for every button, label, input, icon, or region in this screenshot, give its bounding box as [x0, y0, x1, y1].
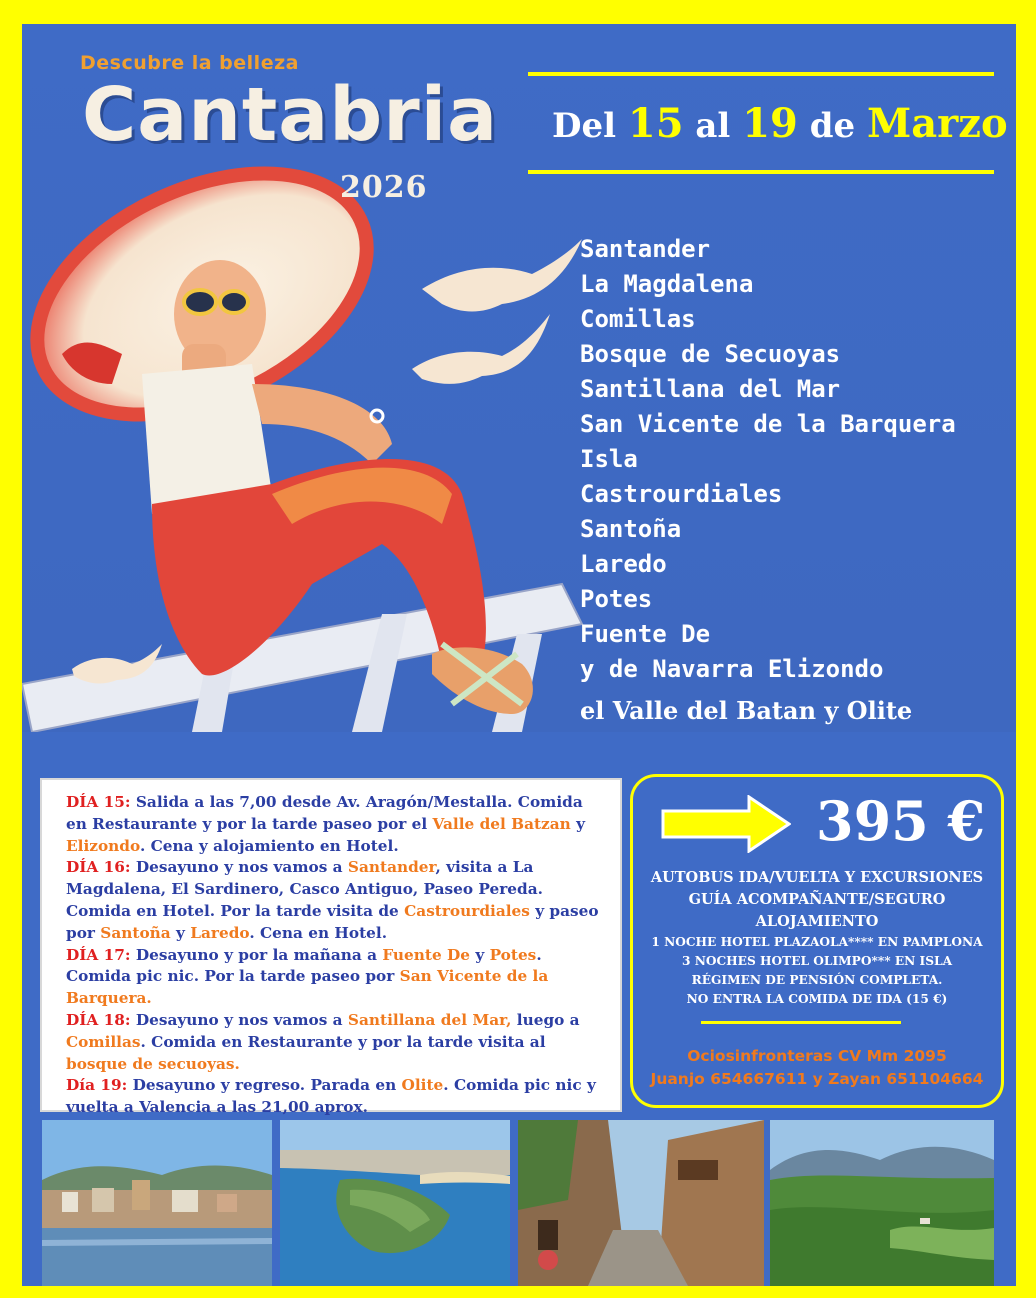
place-highlight: Laredo [190, 923, 250, 942]
destination-item: Fuente De [580, 620, 711, 648]
place-highlight: Santoña [100, 923, 171, 942]
detail-item: NO ENTRA LA COMIDA DE IDA (15 €) [686, 992, 948, 1006]
day-text: Salida a las 7,00 desde Av. Aragón/Mestalla. Comida en Restaurante y por la tarde paseo por el [66, 793, 583, 833]
detail-item: 1 NOCHE HOTEL PLAZAOLA**** EN PAMPLONA [651, 935, 983, 949]
destination-item: Potes [580, 585, 653, 613]
destination-item-last: el Valle del Batan y Olite [580, 696, 913, 725]
itinerary-day-16 [66, 857, 606, 944]
day-text: . Comida en Restaurante y por la tarde visita al [140, 1032, 546, 1051]
price-amount: 395 € [816, 789, 986, 853]
itinerary-day-19 [66, 1075, 606, 1119]
day-text: Desayuno y nos vamos a [130, 858, 348, 877]
destination-item: Santoña [580, 515, 682, 543]
detail-item: 3 NOCHES HOTEL OLIMPO*** EN ISLA [681, 954, 953, 968]
destinations-list [580, 232, 956, 687]
day-text: Desayuno y por la mañana a [130, 945, 383, 964]
place-highlight: Elizondo [66, 836, 140, 855]
year: 2026 [340, 170, 428, 205]
dates-end: 19 [742, 100, 798, 147]
photo-green-valley [770, 1120, 994, 1286]
destination-item: Santillana del Mar [580, 375, 841, 403]
dates-al: al [695, 106, 731, 146]
contact-info [633, 1045, 1001, 1091]
photo-peninsula [280, 1120, 510, 1286]
destination-item: y de Navarra Elizondo [580, 655, 884, 683]
contact-agency: Ociosinfronteras CV Mm 2095 [687, 1047, 947, 1065]
destination-item: Santander [580, 235, 711, 263]
place-highlight: Comillas [66, 1032, 141, 1051]
day-label: DÍA 16: [66, 858, 131, 877]
destination-item: La Magdalena [580, 270, 754, 298]
day-text: y [470, 945, 490, 964]
day-text: Desayuno y nos vamos a [130, 1010, 348, 1029]
place-highlight: Santander [347, 858, 436, 877]
place-highlight: San Vicente de la Barquera. [66, 967, 549, 1008]
photo-village-street [518, 1120, 764, 1286]
divider-top [528, 72, 994, 76]
day-text: , visita a La Magdalena, El Sardinero, Casco Antiguo, Paseo Pereda. Comida en Hotel. Por la tarde visita de [66, 858, 543, 920]
destination-item: Comillas [580, 305, 696, 333]
place-highlight: Olite [401, 1076, 444, 1095]
include-item: AUTOBUS IDA/VUELTA Y EXCURSIONES [650, 869, 984, 886]
dates-month: Marzo [866, 100, 1008, 147]
detail-item: RÉGIMEN DE PENSIÓN COMPLETA. [691, 973, 943, 987]
price-box [630, 774, 1004, 1108]
itinerary-box [40, 778, 622, 1117]
day-text: luego a [511, 1010, 580, 1029]
day-text: . Cena en Hotel. [249, 923, 388, 942]
include-item: ALOJAMIENTO [755, 913, 879, 930]
place-highlight: Santillana del Mar, [347, 1010, 512, 1029]
day-text: Desayuno y regreso. Parada en [127, 1076, 402, 1095]
destination-item: San Vicente de la Barquera [580, 410, 956, 438]
day-label: DÍA 17: [66, 945, 131, 964]
contact-phones: Juanjo 654667611 y Zayan 651104664 [650, 1070, 984, 1088]
destination-item: Castrourdiales [580, 480, 783, 508]
day-label: DÍA 18: [66, 1010, 131, 1029]
dates-start: 15 [627, 100, 684, 147]
travel-dates [552, 100, 1008, 147]
day-label: DÍA 15: [66, 793, 131, 811]
itinerary-day-15 [66, 792, 606, 857]
itinerary-day-18 [66, 1010, 606, 1075]
day-text: . Comida pic nic y vuelta a Valencia a las 21,00 aprox. [66, 1076, 596, 1117]
destination-item: Laredo [580, 550, 667, 578]
day-text: . Comida pic nic. Por la tarde paseo por [66, 945, 542, 986]
price-includes [633, 867, 1001, 1009]
day-text: y [170, 923, 191, 942]
place-highlight: Fuente De [382, 945, 471, 964]
destination-title: Cantabria [82, 72, 498, 158]
place-highlight: Castrourdiales [404, 901, 530, 920]
day-text: y [570, 814, 585, 833]
arrow-right-icon [661, 795, 791, 853]
divider-bottom [528, 170, 994, 174]
place-highlight: bosque de secuoyas. [66, 1054, 240, 1073]
include-item: GUÍA ACOMPAÑANTE/SEGURO [688, 891, 946, 908]
price-divider [701, 1021, 901, 1024]
place-highlight: Potes [489, 945, 537, 964]
day-text: y paseo por [66, 901, 599, 942]
dates-del: Del [552, 106, 617, 146]
photo-coastal-town [42, 1120, 272, 1286]
place-highlight: Valle del Batzan [432, 814, 571, 833]
day-text: . Cena y alojamiento en Hotel. [139, 836, 399, 855]
destination-item: Isla [580, 445, 638, 473]
destination-item: Bosque de Secuoyas [580, 340, 841, 368]
dates-de: de [809, 106, 856, 146]
tagline: Descubre la belleza [80, 52, 299, 74]
itinerary-day-17 [66, 945, 606, 1010]
day-label: Día 19: [66, 1076, 128, 1095]
